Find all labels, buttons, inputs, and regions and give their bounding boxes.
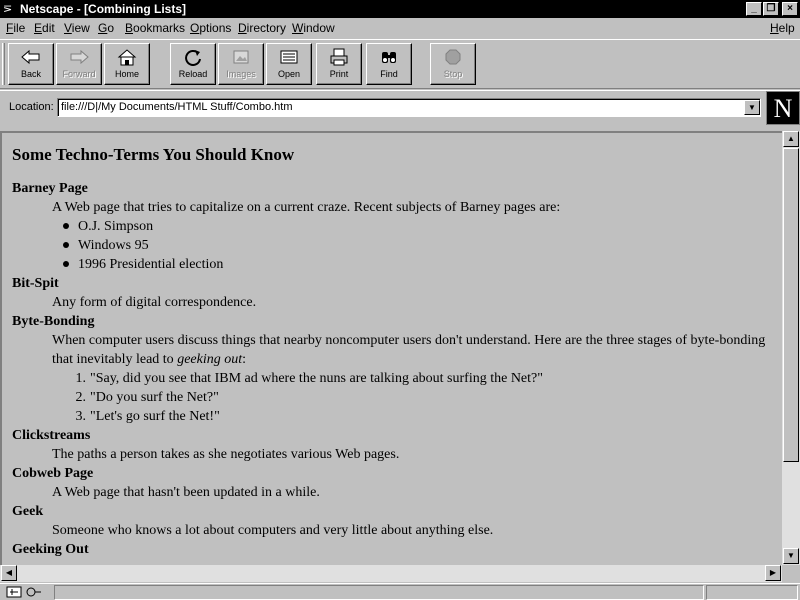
scrollbar-corner	[782, 565, 800, 582]
netscape-app-icon[interactable]: ⋝	[3, 3, 13, 15]
term-clickstreams: Clickstreams	[12, 428, 91, 443]
window-title: Netscape - [Combining Lists]	[20, 2, 187, 16]
document-body	[12, 143, 772, 559]
open-button[interactable]: Open	[266, 43, 312, 85]
stop-icon	[431, 48, 475, 68]
images-icon	[219, 48, 263, 68]
list-item: 2. "Do you surf the Net?"	[75, 390, 219, 405]
term-geek: Geek	[12, 504, 44, 519]
term-cobweb-page: Cobweb Page	[12, 466, 94, 481]
reload-icon	[171, 48, 215, 68]
horizontal-scrollbar[interactable]	[0, 565, 782, 582]
definition-clickstreams: The paths a person takes as she negotiates various Web pages.	[52, 447, 400, 462]
scroll-up-button[interactable]	[783, 131, 799, 147]
menu-view[interactable]: View	[64, 21, 90, 35]
term-barney-page: Barney Page	[12, 181, 88, 196]
forward-arrow-icon	[57, 48, 101, 68]
term-bit-spit: Bit-Spit	[12, 276, 59, 291]
status-bar	[0, 583, 800, 600]
menu-bar	[0, 18, 800, 38]
find-button[interactable]: Find	[366, 43, 412, 85]
home-icon	[105, 48, 149, 68]
print-button[interactable]: Print	[316, 43, 362, 85]
barney-subjects-list	[12, 217, 772, 274]
images-button[interactable]: Images	[218, 43, 264, 85]
find-icon	[367, 48, 411, 68]
location-label: Location:	[9, 101, 54, 113]
arrow-left-icon: ◀	[5, 568, 13, 577]
list-item: 1996 Presidential election	[78, 255, 772, 274]
scroll-down-button[interactable]	[783, 548, 799, 564]
list-item: Windows 95	[78, 236, 772, 255]
back-arrow-icon	[9, 48, 53, 68]
stop-button[interactable]: Stop	[430, 43, 476, 85]
status-message-pane	[54, 585, 704, 600]
menu-help[interactable]: Help	[770, 21, 795, 35]
close-button[interactable]: ×	[782, 2, 798, 16]
location-url-field[interactable]: file:///D|/My Documents/HTML Stuff/Combo.htm	[57, 98, 761, 117]
list-item: 1. "Say, did you see that IBM ad where the nuns are talking about surfing the Net?"	[75, 371, 543, 386]
term-geeking-out: Geeking Out	[12, 542, 89, 557]
netscape-logo[interactable]: N	[766, 91, 800, 125]
arrow-down-icon: ▼	[787, 551, 795, 560]
title-bar	[0, 0, 800, 18]
scroll-left-button[interactable]	[1, 565, 17, 581]
menu-edit[interactable]: Edit	[34, 21, 55, 35]
reload-button[interactable]: Reload	[170, 43, 216, 85]
arrow-up-icon: ▲	[787, 134, 795, 143]
menu-window[interactable]: Window	[292, 21, 335, 35]
vertical-scrollbar[interactable]	[782, 131, 800, 565]
arrow-right-icon: ▶	[769, 568, 777, 577]
definition-byte-bonding: When computer users discuss things that nearby noncomputer users don't understand. Here are the three stages of byte-bonding that inevitably lead to geeking out:	[52, 333, 766, 367]
back-button[interactable]: Back	[8, 43, 54, 85]
vertical-scroll-thumb[interactable]	[783, 148, 799, 462]
restore-button[interactable]: ❐	[763, 2, 779, 16]
byte-bonding-stages-list	[12, 369, 772, 426]
navigation-toolbar	[0, 39, 800, 89]
scroll-right-button[interactable]	[765, 565, 781, 581]
toolbar-grip[interactable]	[2, 43, 5, 85]
menu-directory[interactable]: Directory	[238, 21, 287, 35]
minimize-button[interactable]: _	[746, 2, 762, 16]
forward-button[interactable]: Forward	[56, 43, 102, 85]
page-content	[0, 131, 782, 565]
definition-cobweb-page: A Web page that hasn't been updated in a while.	[52, 485, 320, 500]
emphasized-text: geeking out	[177, 352, 243, 367]
location-bar	[0, 90, 800, 130]
list-item: 3. "Let's go surf the Net!"	[75, 409, 220, 424]
open-icon	[267, 48, 311, 68]
definition-bit-spit: Any form of digital correspondence.	[52, 295, 257, 310]
print-icon	[317, 48, 361, 68]
menu-options[interactable]: Options	[190, 21, 232, 35]
location-dropdown-button[interactable]	[744, 100, 760, 115]
chevron-down-icon: ▼	[748, 103, 756, 112]
menu-go[interactable]: Go	[98, 21, 115, 35]
menu-file[interactable]: File	[6, 21, 26, 35]
definition-geek: Someone who knows a lot about computers and very little about anything else.	[52, 523, 494, 538]
menu-bookmarks[interactable]: Bookmarks	[125, 21, 186, 35]
term-byte-bonding: Byte-Bonding	[12, 314, 95, 329]
list-item: O.J. Simpson	[78, 217, 772, 236]
home-button[interactable]: Home	[104, 43, 150, 85]
definition-barney-page: A Web page that tries to capitalize on a current craze. Recent subjects of Barney pages are:	[52, 200, 561, 215]
security-key-icon[interactable]	[6, 586, 44, 598]
progress-pane	[706, 585, 798, 600]
page-heading: Some Techno-Terms You Should Know	[12, 145, 295, 164]
